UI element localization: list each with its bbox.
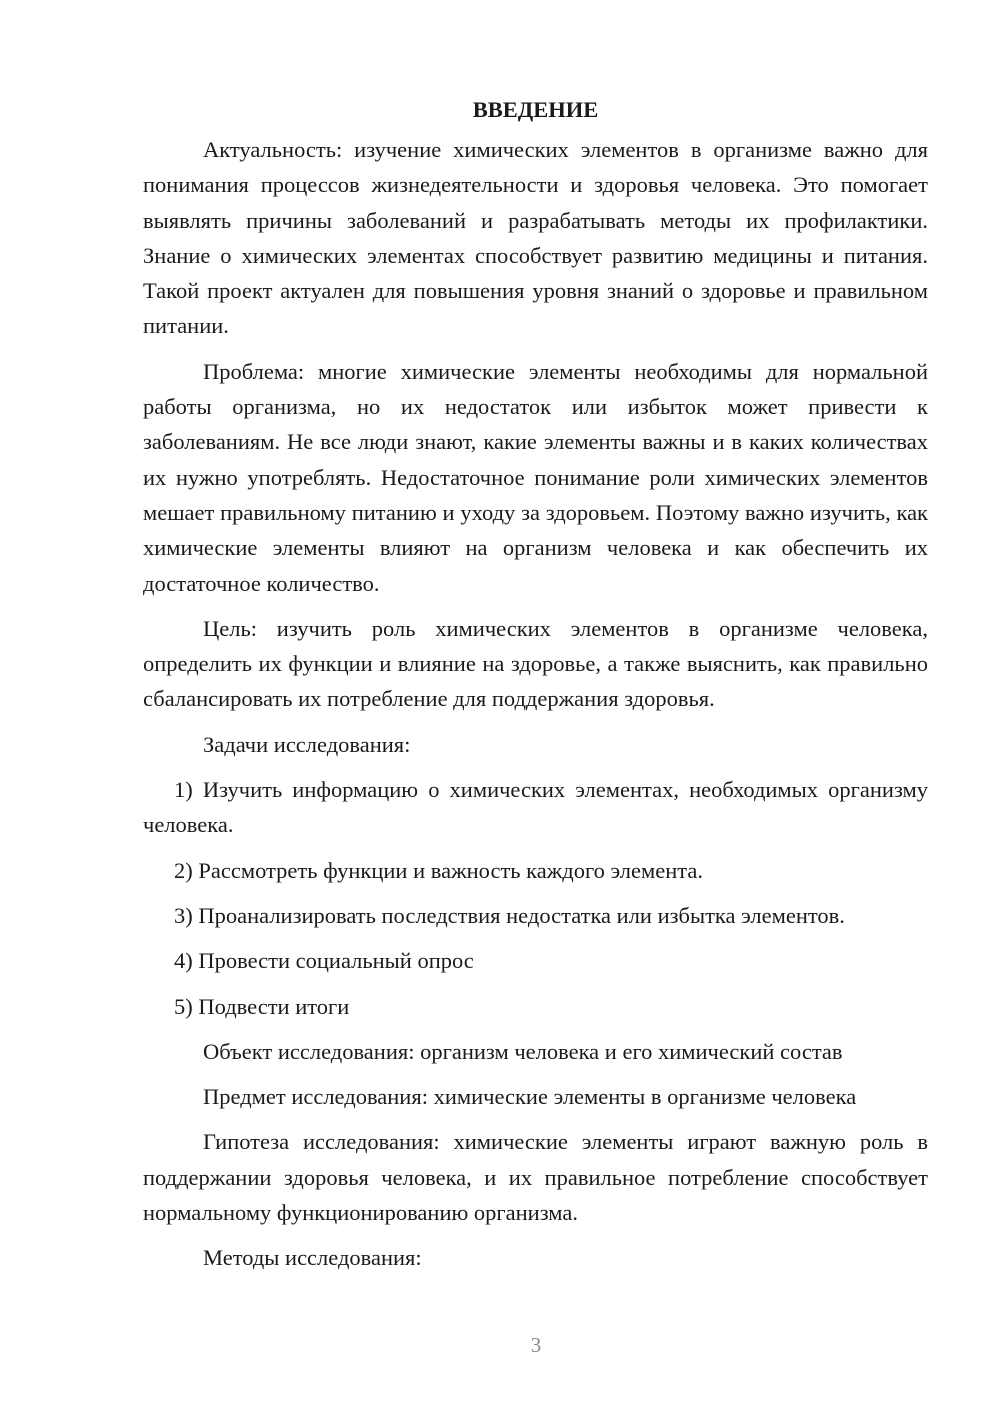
page-title: ВВЕДЕНИЕ <box>472 97 599 122</box>
task-item-2: 2) Рассмотреть функции и важность каждого элемента. <box>174 857 703 883</box>
research-object: Объект исследования: организм человека и его химический состав <box>203 1038 843 1064</box>
tasks-heading: Задачи исследования: <box>203 731 411 757</box>
document-page <box>143 92 928 1286</box>
problem-paragraph: Проблема: многие химические элементы необходимы для нормальной работы организма, но их недостаток или избыток может привести к заболеваниям. Не все люди знают, какие элементы важны и в каких количествах их нужно употреблять. Недостаточное понимание роли химических элементов мешает правильному питанию и уходу за здоровьем. Поэтому важно изучить, как химические элементы влияют на организм человека и как обеспечить их достаточное количество. <box>143 358 928 596</box>
task-item-1: 1) Изучить информацию о химических элементах, необходимых организму человека. <box>143 777 928 838</box>
task-item-3: 3) Проанализировать последствия недостатка или избытка элементов. <box>174 902 845 928</box>
goal-paragraph: Цель: изучить роль химических элементов в организме человека, определить их функции и влияние на здоровье, а также выяснить, как правильно сбалансировать их потребление для поддержания здоровья. <box>143 615 928 712</box>
methods-heading: Методы исследования: <box>203 1245 422 1271</box>
task-item-4: 4) Провести социальный опрос <box>174 948 474 974</box>
relevance-paragraph: Актуальность: изучение химических элементов в организме важно для понимания процессов жизнедеятельности и здоровья человека. Это помогает выявлять причины заболеваний и разрабатывать методы их профилактики. Знание о химических элементах способствует развитию медицины и питания. Такой проект актуален для повышения уровня знаний о здоровье и правильном питании. <box>143 137 928 339</box>
task-item-5: 5) Подвести итоги <box>174 993 350 1019</box>
hypothesis-paragraph: Гипотеза исследования: химические элементы играют важную роль в поддержании здоровья человека, и их правильное потребление способствует нормальному функционированию организма. <box>143 1129 928 1226</box>
page-number: 3 <box>530 1333 542 1357</box>
research-subject: Предмет исследования: химические элементы в организме человека <box>203 1084 857 1110</box>
